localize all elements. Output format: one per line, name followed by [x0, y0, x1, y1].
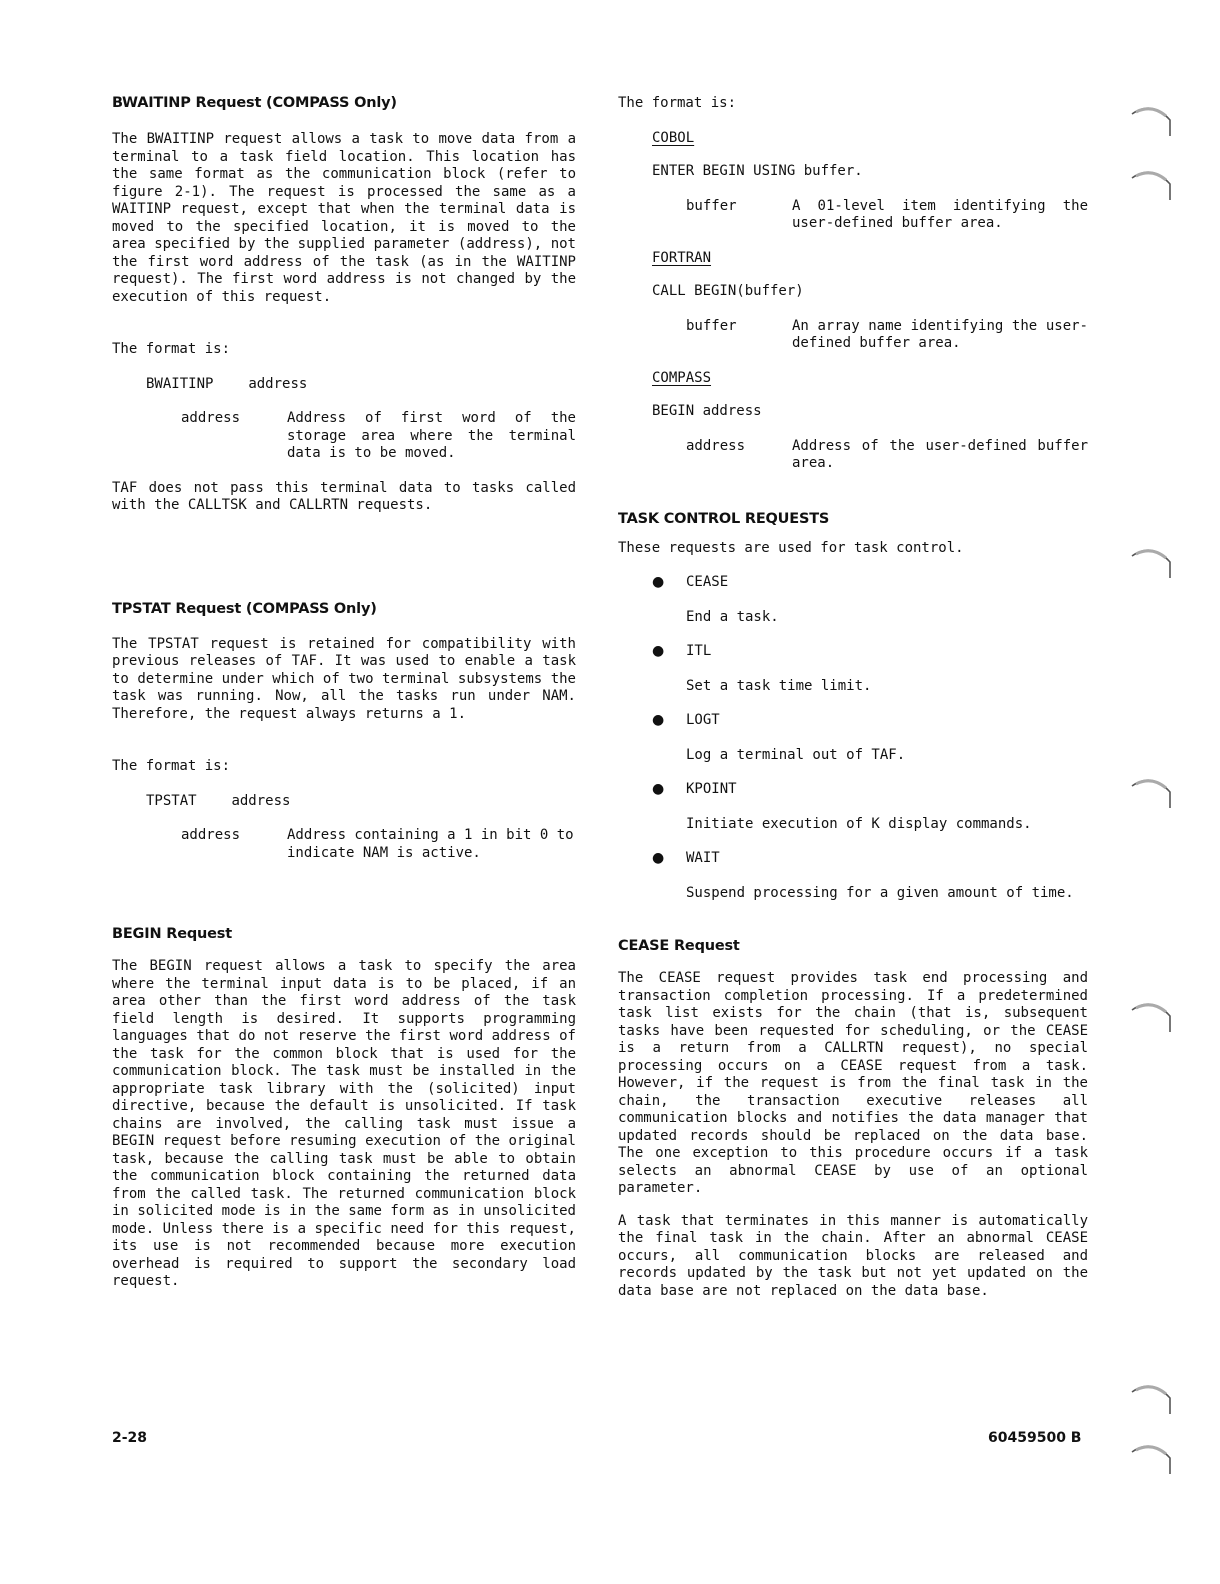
compass-param-desc: Address of the user-defined buffer area.	[792, 437, 1088, 471]
cease-heading: CEASE Request	[618, 938, 740, 954]
list-item	[652, 781, 1088, 833]
list-item	[652, 712, 1088, 764]
bwaitinp-heading: BWAITINP Request (COMPASS Only)	[112, 95, 397, 111]
cobol-param-name: buffer	[686, 197, 737, 214]
document-number: 60459500 B	[988, 1430, 1082, 1446]
tpstat-format-intro: The format is:	[112, 758, 231, 774]
tpstat-command-arg: address	[231, 792, 291, 809]
bwaitinp-paragraph: The BWAITINP request allows a task to move data from a terminal to a task field location. This location has the same format as the communication block (refer to figure 2-1). The request is processed the same as a WAITINP request, except that when the terminal data is moved to the specified location, it is moved to the area specified by the supplied parameter (address), not the first word address of the task (as in the WAITINP request). The first word address is not changed by the execution of this request.	[112, 131, 576, 305]
page-number: 2-28	[112, 1430, 148, 1446]
fortran-param-name: buffer	[686, 317, 737, 334]
bullet-icon: ●	[652, 643, 665, 659]
cease-paragraph-2: A task that terminates in this manner is automatically the final task in the chain. After an abnormal CEASE occurs, all communication blocks are released and records updated by the task but not yet updated on the data base are not replaced on the data base.	[618, 1212, 1088, 1299]
bullet-icon: ●	[652, 850, 665, 866]
list-item-name: LOGT	[686, 712, 720, 728]
tpstat-paragraph: The TPSTAT request is retained for compatibility with previous releases of TAF. It was used to enable a task to determine under which of two terminal subsystems the task was running. Now, all the tasks run under NAM. Therefore, the request always returns a 1.	[112, 635, 576, 722]
cobol-statement: ENTER BEGIN USING buffer.	[652, 163, 863, 179]
bwaitinp-format-line	[146, 376, 576, 394]
list-item	[652, 850, 1088, 902]
cease-paragraph-1: The CEASE request provides task end processing and transaction completion processing. If a predetermined task list exists for the chain (that is, subsequent tasks have been requested for scheduling, or the CEASE is a return from a CALLRTN request), no special processing occurs on a CEASE request from a task. However, if the request is from the final task in the chain, the transaction executive releases all communication blocks and notifies the data manager that updated records should be replaced on the data base. The one exception to this procedure occurs if a task selects an abnormal CEASE by use of an optional parameter.	[618, 970, 1088, 1196]
list-item-desc: Log a terminal out of TAF.	[686, 746, 906, 763]
tpstat-command: TPSTAT	[146, 792, 197, 809]
bwaitinp-note: TAF does not pass this terminal data to tasks called with the CALLTSK and CALLRTN requests.	[112, 479, 576, 513]
compass-param	[686, 438, 1088, 473]
fortran-param	[686, 318, 1088, 353]
task-control-heading: TASK CONTROL REQUESTS	[618, 510, 830, 527]
list-item-name: ITL	[686, 643, 712, 659]
begin-heading: BEGIN Request	[112, 926, 232, 942]
binder-hole-icon	[1130, 1378, 1174, 1416]
bwaitinp-param-desc: Address of first word of the storage area where the terminal data is to be moved.	[287, 410, 576, 461]
binder-hole-icon	[1130, 100, 1174, 138]
binder-hole-icon	[1130, 772, 1174, 810]
binder-hole-icon	[1130, 164, 1174, 202]
binder-hole-icon	[1130, 542, 1174, 580]
tpstat-param	[181, 827, 576, 862]
list-item-name: CEASE	[686, 574, 729, 590]
fortran-param-desc: An array name identifying the user-defined buffer area.	[792, 317, 1088, 351]
bwaitinp-command: BWAITINP	[146, 375, 214, 392]
tpstat-param-desc: Address containing a 1 in bit 0 to indicate NAM is active.	[287, 827, 574, 861]
fortran-label: FORTRAN	[652, 249, 712, 266]
list-item	[652, 574, 1088, 626]
list-item-desc: Initiate execution of K display commands.	[686, 815, 1032, 832]
left-column	[112, 95, 576, 1291]
task-control-intro: These requests are used for task control.	[618, 539, 964, 556]
tpstat-heading: TPSTAT Request (COMPASS Only)	[112, 600, 377, 617]
list-item-desc: Suspend processing for a given amount of time.	[686, 884, 1074, 901]
bwaitinp-command-arg: address	[248, 375, 308, 392]
bullet-icon: ●	[652, 712, 665, 728]
bwaitinp-param	[181, 410, 576, 463]
fortran-statement: CALL BEGIN(buffer)	[652, 283, 804, 299]
cobol-label: COBOL	[652, 129, 695, 146]
bwaitinp-param-name: address	[181, 410, 241, 426]
list-item-name: WAIT	[686, 850, 720, 866]
task-control-list	[652, 574, 1088, 902]
list-item-desc: Set a task time limit.	[686, 677, 872, 694]
cobol-param-desc: A 01-level item identifying the user-defined buffer area.	[792, 197, 1088, 231]
cobol-param	[686, 198, 1088, 233]
list-item	[652, 643, 1088, 695]
tpstat-param-name: address	[181, 827, 241, 843]
begin-paragraph: The BEGIN request allows a task to specify the area where the terminal input data is to be placed, if an area other than the first word address of the task field length is desired. It supports programming languages that do not reserve the first word address of the task for the common block that is used for the communication block. The task must be installed in the appropriate task library with the (solicited) input directive, because the default is unsolicited. If task chains are involved, the calling task must issue a BEGIN request before resuming execution of the original task, because the calling task must be able to obtain the communication block containing the returned data from the called task. The returned communication block in solicited mode is in the same form as in unsolicited mode. Unless there is a specific need for this request, its use is not recommended because more execution overhead is required to support the secondary load request.	[112, 958, 576, 1289]
compass-statement: BEGIN address	[652, 403, 762, 419]
compass-param-name: address	[686, 437, 746, 454]
compass-label: COMPASS	[652, 369, 712, 386]
begin-format-intro: The format is:	[618, 95, 737, 111]
list-item-name: KPOINT	[686, 781, 737, 797]
binder-hole-icon	[1130, 996, 1174, 1034]
tpstat-format-line	[146, 793, 576, 811]
bullet-icon: ●	[652, 781, 665, 797]
binder-hole-icon	[1130, 1438, 1174, 1476]
right-column	[618, 95, 1088, 1300]
bullet-icon: ●	[652, 574, 665, 590]
bwaitinp-format-intro: The format is:	[112, 341, 231, 357]
list-item-desc: End a task.	[686, 608, 779, 625]
